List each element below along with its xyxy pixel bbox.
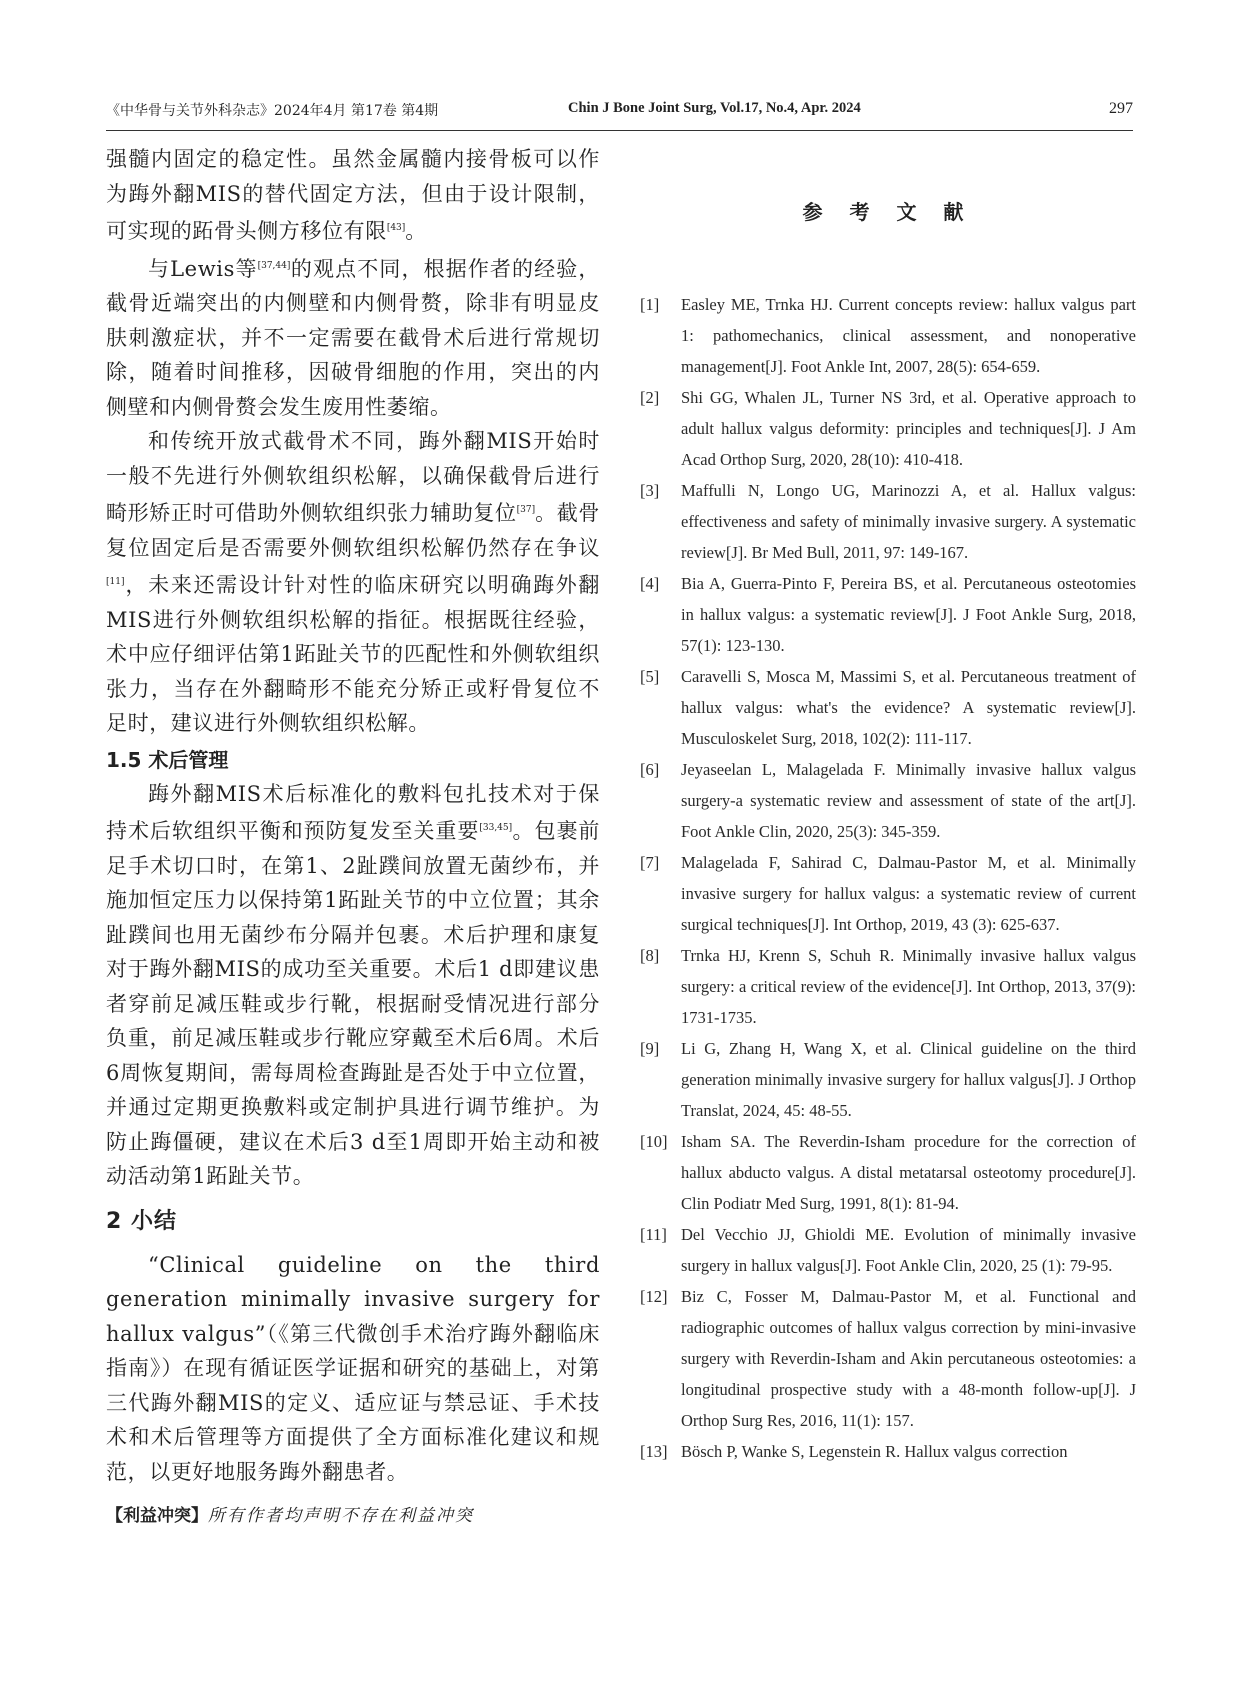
paragraph-1-end: 。 [405, 219, 427, 243]
conflict-text: 所有作者均声明不存在利益冲突 [208, 1506, 474, 1526]
paragraph-3-text-b: 。截骨复位固定后是否需要外侧软组织松解仍然存在争议 [106, 501, 600, 560]
citation: [43] [386, 223, 406, 233]
reference-item [640, 940, 1136, 1033]
paragraph-2-text-a: 与Lewis等 [148, 256, 258, 281]
reference-item [640, 1126, 1136, 1219]
reference-text: Del Vecchio JJ, Ghioldi ME. Evolution of minimally invasive surgery in hallux valgus[J]. Foot Ankle Clin, 2020, 25 (1): 79-95. [681, 1225, 1136, 1275]
reference-text: Malagelada F, Sahirad C, Dalmau-Pastor M, et al. Minimally invasive surgery for hallux valgus: a systematic review of current surgical techniques[J]. Int Orthop, 2019, 43 (3): 625-637. [681, 853, 1136, 934]
conflict-of-interest [106, 1503, 600, 1529]
citation: [37,44] [257, 260, 291, 271]
journal-name-en: Chin J Bone Joint Surg, Vol.17, No.4, Apr. 2024 [568, 100, 861, 116]
reference-item [640, 847, 1136, 940]
paragraph-2 [106, 249, 600, 425]
left-column [106, 142, 600, 1529]
right-column [640, 142, 1136, 1467]
paragraph-3-text-c: ，未来还需设计针对性的临床研究以明确踇外翻MIS进行外侧软组织松解的指征。根据既往经验，术中应仔细评估第1跖趾关节的匹配性和外侧软组织张力，当存在外翻畸形不能充分矫正或籽骨复位不足时，建议进行外侧软组织松解。 [106, 573, 600, 735]
reference-text: Shi GG, Whalen JL, Turner NS 3rd, et al. Operative approach to adult hallux valgus deformity: principles and techniques[J]. J Am Acad Orthop Surg, 2020, 28(10): 410-418. [681, 388, 1136, 469]
reference-item [640, 1281, 1136, 1436]
reference-text: Jeyaseelan L, Malagelada F. Minimally invasive hallux valgus surgery-a systematic review and assessment of state of the art[J]. Foot Ankle Clin, 2020, 25(3): 345-359. [681, 760, 1136, 841]
citation: [11] [106, 577, 125, 587]
paragraph-4 [106, 777, 600, 1194]
paragraph-3-text-a: 和传统开放式截骨术不同，踇外翻MIS开始时一般不先进行外侧软组织松解，以确保截骨后进行畸形矫正时可借助外侧软组织张力辅助复位 [106, 429, 600, 525]
conflict-label: 【利益冲突】 [106, 1506, 208, 1526]
page-number: 297 [1109, 100, 1133, 117]
section-heading-2: 2 小结 [106, 1208, 177, 1234]
reference-number: [4] [640, 574, 660, 593]
reference-number: [9] [640, 1039, 660, 1058]
reference-item [640, 661, 1136, 754]
reference-item [640, 475, 1136, 568]
reference-text: Li G, Zhang H, Wang X, et al. Clinical guideline on the third generation minimally invasive surgery for hallux valgus[J]. J Orthop Translat, 2024, 45: 48-55. [681, 1039, 1136, 1120]
citation: [33,45] [479, 823, 513, 833]
reference-number: [3] [640, 481, 660, 500]
reference-text: Bösch P, Wanke S, Legenstein R. Hallux valgus correction [681, 1442, 1068, 1461]
paragraph-5: “Clinical guideline on the third generation minimally invasive surgery for hallux valgus”（《第三代微创手术治疗踇外翻临床指南》）在现有循证医学证据和研究的基础上，对第三代踇外翻MIS的定义、适应证与禁忌证、手术技术和术后管理等方面提供了全方面标准化建议和规范，以更好地服务踇外翻患者。 [106, 1252, 600, 1484]
paragraph-3 [106, 424, 600, 741]
reference-item [640, 1219, 1136, 1281]
reference-number: [12] [640, 1287, 668, 1306]
reference-text: Trnka HJ, Krenn S, Schuh R. Minimally invasive hallux valgus surgery: a critical review of the evidence[J]. Int Orthop, 2013, 37(9): 1731-1735. [681, 946, 1136, 1027]
reference-text: Bia A, Guerra-Pinto F, Pereira BS, et al. Percutaneous osteotomies in hallux valgus: a systematic review[J]. J Foot Ankle Surg, 2018, 57(1): 123-130. [681, 574, 1136, 655]
reference-number: [6] [640, 760, 660, 779]
reference-number: [1] [640, 295, 660, 314]
reference-number: [10] [640, 1132, 668, 1151]
reference-item [640, 568, 1136, 661]
reference-list [640, 289, 1136, 1467]
paragraph-4-text-b: 。包裹前足手术切口时，在第1、2趾蹼间放置无菌纱布，并施加恒定压力以保持第1跖趾关节的中立位置；其余趾蹼间也用无菌纱布分隔并包裹。术后护理和康复对于踇外翻MIS的成功至关重要。术后1 d即建议患者穿前足减压鞋或步行靴，根据耐受情况进行部分负重，前足减压鞋或步行靴应穿戴至术后6周。术后6周恢复期间，需每周检查踇趾是否处于中立位置，并通过定期更换敷料或定制护具进行调节维护。为防止踇僵硬，建议在术后3 d至1周即开始主动和被动活动第1跖趾关节。 [106, 819, 601, 1188]
references-title: 参 考 文 献 [802, 200, 974, 224]
reference-number: [7] [640, 853, 660, 872]
paragraph-4-text-a: 踇外翻MIS术后标准化的敷料包扎技术对于保持术后软组织平衡和预防复发至关重要 [106, 781, 600, 843]
running-header [106, 96, 1133, 131]
section-heading-1-5: 1.5 术后管理 [106, 747, 229, 772]
reference-number: [13] [640, 1442, 668, 1461]
reference-item [640, 754, 1136, 847]
reference-text: Biz C, Fosser M, Dalmau-Pastor M, et al. Functional and radiographic outcomes of hallux valgus correction by mini-invasive surgery with Reverdin-Isham and Akin percutaneous osteotomies: a longitudinal prospective study with a 48-month follow-up[J]. J Orthop Surg Res, 2016, 11(1): 157. [681, 1287, 1136, 1430]
reference-text: Isham SA. The Reverdin-Isham procedure for the correction of hallux abducto valgus. A distal metatarsal osteotomy procedure[J]. Clin Podiatr Med Surg, 1991, 8(1): 81-94. [681, 1132, 1136, 1213]
reference-item [640, 289, 1136, 382]
reference-number: [5] [640, 667, 660, 686]
reference-text: Easley ME, Trnka HJ. Current concepts review: hallux valgus part 1: pathomechanics, clinical assessment, and nonoperative management[J]. Foot Ankle Int, 2007, 28(5): 654-659. [681, 295, 1136, 376]
reference-number: [11] [640, 1225, 667, 1244]
paragraph-1-text: 强髓内固定的稳定性。虽然金属髓内接骨板可以作为踇外翻MIS的替代固定方法，但由于设计限制，可实现的跖骨头侧方移位有限 [106, 147, 600, 243]
paragraph-2-text-b: 的观点不同，根据作者的经验，截骨近端突出的内侧壁和内侧骨赘，除非有明显皮肤刺激症状，并不一定需要在截骨术后进行常规切除，随着时间推移，因破骨细胞的作用，突出的内侧壁和内侧骨赘会发生废用性萎缩。 [106, 256, 600, 419]
journal-name-cn: 《中华骨与关节外科杂志》2024年4月 第17卷 第4期 [106, 103, 439, 119]
reference-number: [2] [640, 388, 660, 407]
reference-text: Maffulli N, Longo UG, Marinozzi A, et al. Hallux valgus: effectiveness and safety of minimally invasive surgery. A systematic review[J]. Br Med Bull, 2011, 97: 149-167. [681, 481, 1136, 562]
reference-item [640, 1436, 1136, 1467]
reference-item [640, 382, 1136, 475]
reference-item [640, 1033, 1136, 1126]
reference-text: Caravelli S, Mosca M, Massimi S, et al. Percutaneous treatment of hallux valgus: what's the evidence? A systematic review[J]. Musculoskelet Surg, 2018, 102(2): 111-117. [681, 667, 1136, 748]
reference-number: [8] [640, 946, 660, 965]
paragraph-1 [106, 142, 600, 249]
citation: [37] [516, 505, 536, 515]
